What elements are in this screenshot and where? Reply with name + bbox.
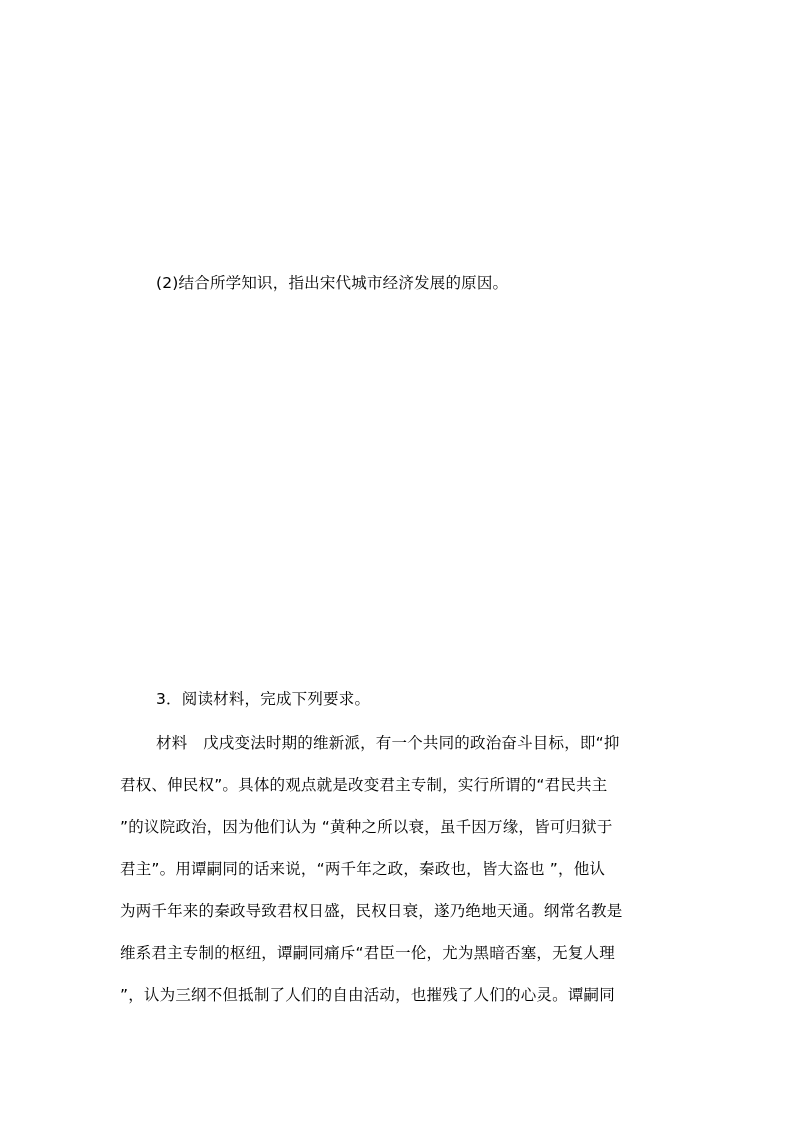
question-2-text: (2)结合所学知识，指出宋代城市经济发展的原因。 [156, 274, 509, 292]
material-line-6: 维系君主专制的枢纽，谭嗣同痛斥“君臣一伦，尤为黑暗否塞，无复人理 [120, 944, 615, 962]
material-line-1: 材料 戊戌变法时期的维新派，有一个共同的政治奋斗目标，即“抑 [156, 734, 620, 752]
material-line-3: ”的议院政治，因为他们认为 “黄种之所以衰，虽千因万缘，皆可归狱于 [120, 818, 613, 836]
material-line-2: 君权、伸民权”。具体的观点就是改变君主专制，实行所谓的“君民共主 [120, 776, 608, 794]
material-line-5: 为两千年来的秦政导致君权日盛，民权日衰，遂乃绝地天通。纲常名教是 [120, 902, 623, 920]
material-line-4: 君主”。用谭嗣同的话来说，“两千年之政，秦政也，皆大盗也 ”，他认 [120, 860, 606, 878]
question-3-text: 3．阅读材料，完成下列要求。 [156, 690, 371, 708]
material-line-7: ”，认为三纲不但抵制了人们的自由活动，也摧残了人们的心灵。谭嗣同 [120, 986, 615, 1004]
